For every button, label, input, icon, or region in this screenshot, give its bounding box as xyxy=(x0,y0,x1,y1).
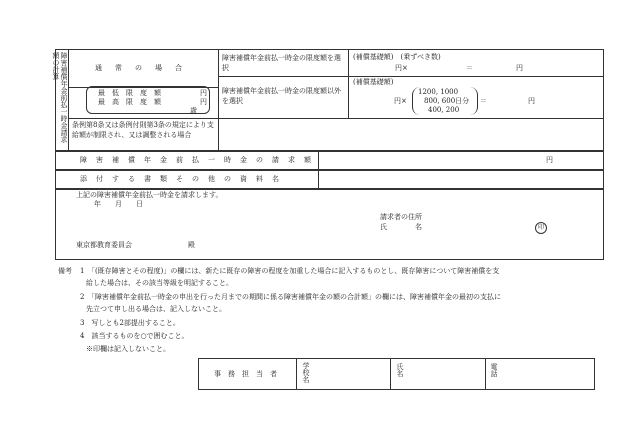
note-1: 1 「(既存障害とその程度)」の欄には、新たに既存の障害の程度を加重した場合に記入するものとし、既存障害について障害補償を支 xyxy=(80,267,500,275)
divider xyxy=(218,49,219,118)
limit-max-label: 最 高 限 度 額 xyxy=(98,98,161,106)
r2-option-3: 400, 200 xyxy=(428,106,460,114)
r2-note: (補償基礎額) xyxy=(353,78,394,86)
r1-formula-eq: ＝ xyxy=(466,64,473,72)
r1-formula-end: 円 xyxy=(516,64,523,72)
note-4: 4 該当するものを○で囲むこと。 xyxy=(80,332,189,340)
staff-name-label: 氏名 xyxy=(396,363,404,377)
note-1b: 給した場合は、その該当等級を明記すること。 xyxy=(86,279,233,287)
r1-label: 障害補償年金前払一時金の限度額を選択 xyxy=(222,54,341,72)
declaration-text: 上記の障害補償年金前払一時金を請求します。 xyxy=(76,191,223,199)
r2-eq: ＝ xyxy=(480,97,487,105)
r1-note: (補償基礎額) (乗ずべき数) xyxy=(353,53,441,61)
divider xyxy=(390,358,391,390)
claim-amount-label: 障 害 補 償 年 金 前 払 一 時 金 の 請 求 額 xyxy=(80,156,312,164)
date-line: 年 月 日 xyxy=(94,200,143,208)
r1-formula-yen: 円× xyxy=(395,64,408,72)
name-label: 氏 名 xyxy=(380,223,422,231)
divider xyxy=(68,49,69,151)
limit-min-label: 最 低 限 度 額 xyxy=(98,89,161,97)
recipient: 東京都教育委員会 xyxy=(76,241,132,249)
r2-yen-x: 円× xyxy=(394,97,407,105)
divider xyxy=(485,358,486,390)
address-label: 請求者の住所 xyxy=(380,213,422,221)
note-2b: 先立つて申し出る場合は、記入しないこと。 xyxy=(86,305,226,313)
attach-label: 添 付 す る 書 類 そ の 他 の 資 料 名 xyxy=(80,175,280,183)
phone-label: 電話 xyxy=(490,363,498,377)
divider xyxy=(348,49,349,118)
restricted-case-label: 条例第8条又は条例付則第3条の規定により支給額が制限され、又は調整される場合 xyxy=(72,121,214,139)
r2-option-1: 1200, 1000 xyxy=(418,88,459,96)
note-3: 3 写しとも2部提出すること。 xyxy=(80,319,180,327)
limit-max-yen: 円 xyxy=(200,98,207,106)
divider xyxy=(68,118,604,119)
divider xyxy=(218,118,219,151)
r2-option-2: 800, 600日分 xyxy=(424,97,470,105)
claim-yen: 円 xyxy=(546,156,553,164)
limit-min-yen: 円 xyxy=(200,89,207,97)
notes-heading: 備考 xyxy=(58,267,72,275)
recipient-honorific: 殿 xyxy=(188,241,195,249)
divider xyxy=(218,76,604,77)
note-5: ※印欄は記入しないこと。 xyxy=(86,345,170,353)
age-unit: 歳 xyxy=(190,107,197,115)
normal-case-label: 通 常 の 場 合 xyxy=(95,64,185,72)
staff-label: 事 務 担 当 者 xyxy=(214,370,277,378)
school-label: 学校名 xyxy=(302,362,310,383)
r2-end: 円 xyxy=(528,97,535,105)
note-2: 2 「障害補償年金前払一時金の申出を行った月までの期間に係る障害補償年金の額の合計額」の欄には、障害補償年金の最初の支払に xyxy=(80,293,501,301)
seal-mark: 印 xyxy=(535,222,547,234)
r2-label: 障害補償年金前払一時金の限度額以外を選択 xyxy=(222,87,341,105)
side-label: 障害補償年金前払一時金請求額の計算 xyxy=(52,52,68,143)
divider xyxy=(296,358,297,390)
